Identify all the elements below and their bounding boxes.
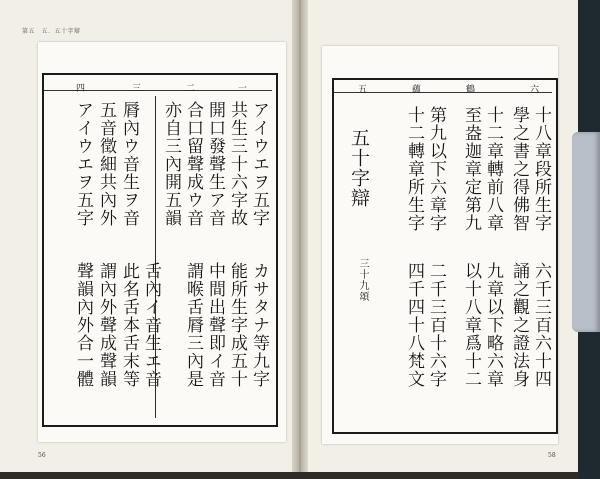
verse-column: 謂內外聲成聲韻 bbox=[96, 262, 116, 388]
verse-column: 亦自三內開五韻 bbox=[161, 101, 181, 227]
verse-column: 共生三十六字故 bbox=[227, 101, 247, 227]
page-number: 56 bbox=[38, 452, 46, 459]
left-header-char: 二 bbox=[186, 84, 196, 94]
verse-column: 十二轉章所生字 bbox=[404, 106, 424, 232]
section-title: 五十字辯 bbox=[348, 128, 370, 208]
verse-column: 能所生字成五十 bbox=[227, 262, 247, 388]
verse-column: 以十八章爲十二 bbox=[461, 262, 481, 388]
verse-column: 脣內ウ音生ヲ音 bbox=[119, 101, 139, 227]
verse-column: 至盎迦章定第九 bbox=[461, 106, 481, 232]
verse-column: 九章以下略六章 bbox=[483, 262, 503, 388]
left-header-char: 四 bbox=[76, 84, 86, 94]
verse-column: 誦之觀之證法身 bbox=[509, 262, 529, 388]
verse-count-note: 三十九頌 bbox=[357, 258, 368, 302]
verse-column: アイウエヲ五字 bbox=[73, 101, 93, 227]
verse-column: 開口發聲生ア音 bbox=[205, 101, 225, 227]
page-tab-marker bbox=[572, 132, 600, 332]
verse-column: 謂喉舌脣三內是 bbox=[183, 262, 203, 388]
book-gutter bbox=[292, 0, 308, 472]
verse-column: 中間出聲即イ音 bbox=[205, 262, 225, 388]
verse-column: 十二章轉前八章 bbox=[483, 106, 503, 232]
verse-column: 第九以下六章字 bbox=[426, 106, 446, 232]
verse-column: 舌內イ音生エ音 bbox=[141, 262, 161, 388]
verse-column: 學之書之得佛智 bbox=[509, 106, 529, 232]
verse-column: 十八章段所生字 bbox=[531, 106, 551, 232]
verse-column: 二千三百十六字 bbox=[426, 262, 446, 388]
verse-column: 聲韻內外合一體 bbox=[73, 262, 93, 388]
verse-column: 合口留聲成ウ音 bbox=[183, 101, 203, 227]
left-header-char: 一 bbox=[238, 84, 248, 94]
verse-column: 四千四十八梵文 bbox=[404, 262, 424, 388]
verse-column: 此名舌本舌末等 bbox=[119, 262, 139, 388]
right-header-char: 六 bbox=[530, 85, 540, 95]
page-number: 58 bbox=[548, 452, 556, 459]
verse-column: アイウエヲ五字 bbox=[249, 101, 269, 227]
verse-column: カサタナ等九字 bbox=[249, 262, 269, 388]
right-header-char: 五 bbox=[358, 85, 368, 95]
right-header-char: 鶴 bbox=[466, 85, 476, 95]
left-header-char: 三 bbox=[132, 84, 142, 94]
verse-column: 五音徵細共內外 bbox=[96, 101, 116, 227]
running-head: 第五 五．五十字辯 bbox=[22, 28, 81, 35]
verse-column: 六千三百六十四 bbox=[531, 262, 551, 388]
right-header-char: 蘊 bbox=[412, 85, 422, 95]
